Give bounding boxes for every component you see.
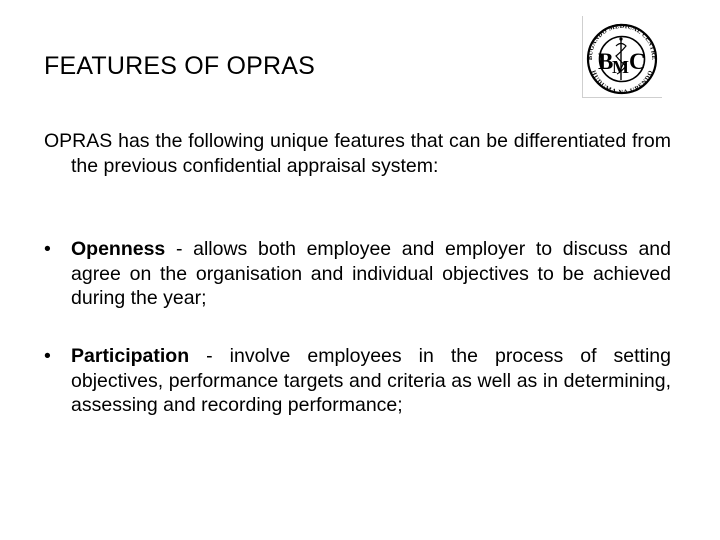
bullet-text: [71, 237, 671, 311]
logo-initial-c: C: [629, 49, 646, 74]
bullet-text: [71, 344, 671, 418]
bullet-description: involve employees in the process of setting objectives, performance targets and criteria as well as in determining, assessing and recording performance;: [71, 345, 671, 416]
bullet-marker: •: [44, 238, 51, 260]
bullet-item-openness: [44, 237, 671, 311]
bullet-term: Participation: [71, 345, 190, 367]
logo-ring-top-text: BUGANDO MEDICAL CENTRE: [586, 22, 658, 61]
bullet-separator: -: [165, 238, 194, 260]
slide-title: FEATURES OF OPRAS: [44, 52, 316, 80]
intro-paragraph: OPRAS has the following unique features that can be differentiated from the previous confidential appraisal system:: [44, 130, 671, 177]
bullet-item-participation: [44, 344, 671, 418]
logo-initial-m: M: [612, 57, 629, 77]
bugando-medical-centre-logo: [582, 16, 662, 98]
bullet-separator: -: [189, 345, 230, 367]
logo-initial-b: B: [598, 49, 614, 74]
bullet-term: Openness: [71, 238, 166, 260]
bullet-marker: •: [44, 345, 51, 367]
bullet-description: allows both employee and employer to discuss and agree on the organisation and individual objectives to be achieved during the year;: [71, 238, 671, 309]
logo-ring-bottom-text: HUDUMA NA UPENDO: [589, 69, 655, 97]
